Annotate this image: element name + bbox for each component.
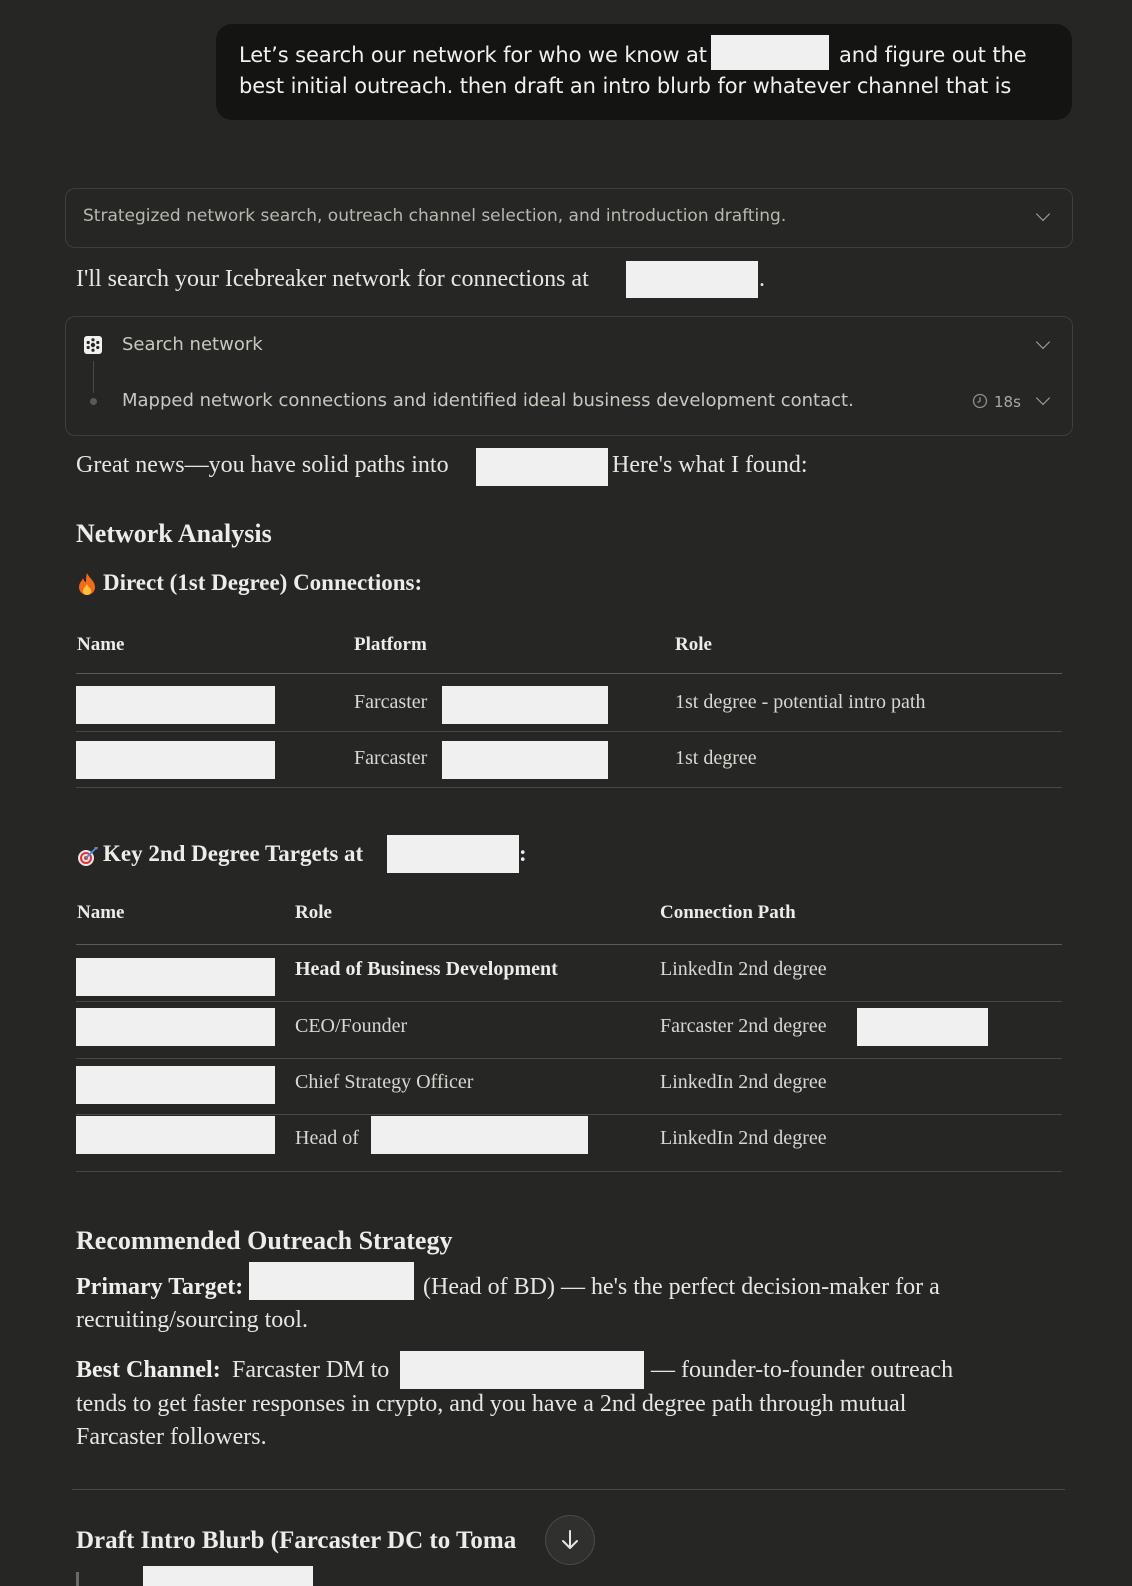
- role-cell: 1st degree - potential intro path: [675, 691, 926, 713]
- redacted-role: [371, 1116, 588, 1154]
- table-header-divider: [76, 673, 1062, 674]
- redacted-company: [387, 835, 519, 873]
- blockquote-bar: [76, 1572, 79, 1586]
- redacted-handle: [442, 741, 608, 779]
- redacted-name: [143, 1566, 313, 1586]
- best-channel-text: Farcaster DM to: [232, 1357, 390, 1383]
- draft-heading: Draft Intro Blurb (Farcaster DC to Toma: [76, 1527, 517, 1554]
- redacted-name: [76, 686, 275, 724]
- direct-connections-heading: Direct (1st Degree) Connections:: [103, 570, 423, 595]
- best-channel-text-3: tends to get faster responses in crypto, and you have a 2nd degree path through mutual: [76, 1391, 907, 1417]
- platform-cell: Farcaster: [354, 747, 428, 769]
- best-channel-label: Best Channel:: [76, 1357, 221, 1383]
- connection-path-cell: LinkedIn 2nd degree: [660, 1127, 827, 1149]
- column-header-connection-path: Connection Path: [660, 902, 796, 923]
- connection-path-cell: LinkedIn 2nd degree: [660, 1071, 827, 1093]
- user-message-line1: Let’s search our network for who we know at: [239, 43, 707, 67]
- redacted-name: [76, 741, 275, 779]
- intro-text-end: .: [759, 266, 765, 292]
- redacted-company: [476, 448, 608, 486]
- tool-call-panel[interactable]: [65, 316, 1073, 436]
- redacted-name: [249, 1262, 414, 1300]
- row-divider: [76, 731, 1062, 732]
- chevron-down-icon[interactable]: [1036, 207, 1050, 221]
- network-analysis-heading: Network Analysis: [76, 519, 272, 548]
- fire-icon: [77, 572, 97, 596]
- best-channel-text-4: Farcaster followers.: [76, 1424, 267, 1450]
- redacted-name: [76, 1116, 275, 1154]
- user-message-line2: best initial outreach. then draft an intro blurb for whatever channel that is: [239, 74, 1012, 98]
- column-header-name: Name: [77, 902, 125, 923]
- redacted-handle: [442, 686, 608, 724]
- chevron-down-icon[interactable]: [1036, 335, 1050, 349]
- chevron-down-icon[interactable]: [1036, 391, 1050, 405]
- role-cell: CEO/Founder: [295, 1015, 408, 1037]
- row-divider: [76, 1058, 1062, 1059]
- second-degree-heading: Key 2nd Degree Targets at: [103, 841, 364, 866]
- connection-path-cell: LinkedIn 2nd degree: [660, 958, 827, 980]
- network-icon: [84, 336, 102, 354]
- column-header-platform: Platform: [354, 634, 427, 655]
- tool-name: Search network: [122, 334, 263, 355]
- role-cell: Head of: [295, 1127, 359, 1149]
- row-divider: [76, 1114, 1062, 1115]
- connection-path-cell: Farcaster 2nd degree: [660, 1015, 827, 1037]
- table-header-divider: [76, 944, 1062, 945]
- timeline-dot: [90, 398, 97, 405]
- redacted-handle: [857, 1008, 988, 1046]
- redacted-company: [711, 35, 829, 70]
- redacted-company: [626, 261, 758, 298]
- redacted-handle: [400, 1351, 644, 1389]
- clock-icon: [972, 393, 988, 409]
- role-cell: Head of Business Development: [295, 958, 558, 980]
- found-text: Great news—you have solid paths into: [76, 452, 449, 478]
- arrow-down-icon: [561, 1529, 579, 1551]
- target-icon: [77, 845, 99, 867]
- second-degree-heading-end: :: [519, 841, 527, 866]
- redacted-name: [76, 1008, 275, 1046]
- primary-target-text-2: recruiting/sourcing tool.: [76, 1307, 308, 1333]
- strategy-heading: Recommended Outreach Strategy: [76, 1226, 453, 1255]
- thinking-summary-panel[interactable]: [65, 188, 1073, 248]
- primary-target-text: (Head of BD) — he's the perfect decision-maker for a: [423, 1274, 940, 1300]
- column-header-name: Name: [77, 634, 125, 655]
- tool-result-text: Mapped network connections and identified ideal business development contact.: [122, 390, 854, 411]
- row-divider: [76, 1001, 1062, 1002]
- user-message-bubble: [216, 24, 1072, 120]
- redacted-name: [76, 1066, 275, 1104]
- column-header-role: Role: [295, 902, 332, 923]
- scroll-to-bottom-button[interactable]: [545, 1515, 595, 1565]
- tool-duration: 18s: [994, 393, 1021, 411]
- role-cell: Chief Strategy Officer: [295, 1071, 474, 1093]
- section-divider: [72, 1489, 1065, 1490]
- found-text-end: Here's what I found:: [612, 452, 808, 478]
- redacted-name: [76, 958, 275, 996]
- platform-cell: Farcaster: [354, 691, 428, 713]
- column-header-role: Role: [675, 634, 712, 655]
- thinking-summary-text: Strategized network search, outreach channel selection, and introduction drafting.: [83, 206, 787, 226]
- row-divider: [76, 787, 1062, 788]
- timeline-line: [93, 361, 94, 393]
- row-divider: [76, 1171, 1062, 1172]
- best-channel-text-2: — founder-to-founder outreach: [651, 1357, 954, 1383]
- primary-target-label: Primary Target:: [76, 1274, 244, 1300]
- user-message-line1-end: and figure out the: [839, 43, 1027, 67]
- role-cell: 1st degree: [675, 747, 757, 769]
- intro-text: I'll search your Icebreaker network for connections at: [76, 266, 589, 292]
